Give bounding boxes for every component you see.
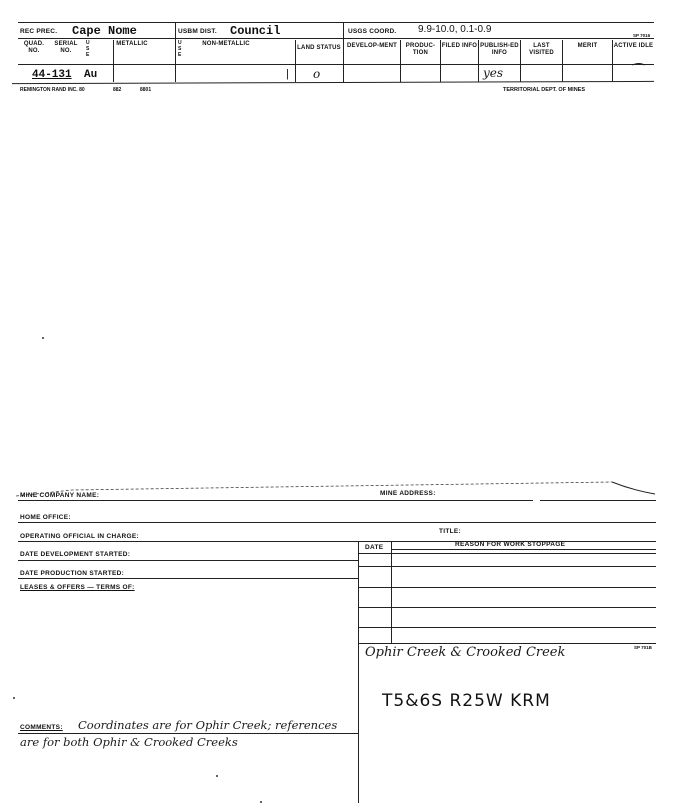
form-line bbox=[358, 607, 656, 608]
title-label: TITLE: bbox=[439, 528, 462, 535]
date-production-started-label: DATE PRODUCTION STARTED: bbox=[20, 570, 125, 577]
serial-number-value: 44-131 bbox=[32, 69, 72, 81]
speck bbox=[13, 697, 15, 699]
tick-mark: | bbox=[286, 68, 289, 80]
form-line bbox=[358, 553, 656, 554]
form-vertical-divider bbox=[358, 541, 359, 803]
reason-header: REASON FOR WORK STOPPAGE bbox=[455, 541, 566, 548]
metallic-value: Au bbox=[84, 69, 98, 81]
top-card-bottom-line bbox=[12, 81, 654, 84]
form-line bbox=[358, 627, 656, 628]
col-header-metallic: METALLIC bbox=[116, 41, 148, 47]
mine-company-name-label: MINE COMPANY NAME: bbox=[20, 492, 100, 499]
col-header-quad-no: QUAD. NO. bbox=[23, 41, 45, 54]
col-header-use: U S E bbox=[178, 40, 182, 58]
top-form-number: SP 7016 bbox=[633, 33, 651, 38]
published-info-value: yes bbox=[483, 66, 504, 80]
col-header-active-idle: ACTIVE IDLE bbox=[613, 43, 654, 49]
top-card-header-line bbox=[18, 38, 654, 39]
col-header-production: PRODUC-TION bbox=[405, 43, 436, 56]
comments-line-2: are for both Ophir & Crooked Creeks bbox=[20, 735, 238, 749]
top-footer-department: TERRITORIAL DEPT. OF MINES bbox=[503, 87, 585, 93]
usgs-coord-value: 9.9-10.0, 0.1-0.9 bbox=[418, 24, 492, 35]
home-office-label: HOME OFFICE: bbox=[20, 514, 71, 521]
form-line bbox=[18, 578, 358, 579]
col-header-serial-no: SERIAL NO. bbox=[54, 41, 78, 54]
col-header-development: DEVELOP-MENT bbox=[346, 43, 398, 49]
col-header-use: U S E bbox=[86, 40, 90, 58]
form-line bbox=[18, 560, 358, 561]
land-status-value: o bbox=[313, 67, 321, 81]
speck bbox=[216, 775, 218, 777]
col-header-filed-info: FILED INFO bbox=[441, 43, 478, 49]
creek-note: Ophir Creek & Crooked Creek bbox=[365, 645, 566, 660]
date-column-divider bbox=[391, 541, 392, 643]
comments-line-1: Coordinates are for Ophir Creek; references bbox=[78, 718, 338, 732]
top-card-divider bbox=[175, 22, 176, 82]
top-footer-maker: REMINGTON RAND INC. 80 bbox=[20, 87, 85, 93]
form-line bbox=[358, 566, 656, 567]
bottom-form-number: SP 701B bbox=[634, 645, 652, 650]
top-card-divider bbox=[343, 22, 344, 82]
comments-label: COMMENTS: bbox=[20, 724, 63, 731]
rec-prec-value: Cape Nome bbox=[72, 24, 137, 38]
speck bbox=[260, 801, 262, 803]
form-line bbox=[358, 643, 656, 644]
township-note: T5&6S R25W KRM bbox=[382, 691, 551, 711]
top-footer-code: 8801 bbox=[140, 87, 152, 93]
active-idle-value: ⁀ bbox=[630, 64, 642, 80]
form-line bbox=[540, 500, 656, 501]
form-line bbox=[18, 522, 656, 523]
rec-prec-label: REC PREC. bbox=[20, 28, 58, 35]
usbm-dist-label: USBM DIST. bbox=[178, 28, 217, 35]
col-header-published-info: PUBLISH-ED INFO bbox=[480, 43, 519, 56]
date-development-started-label: DATE DEVELOPMENT STARTED: bbox=[20, 551, 131, 558]
col-header-last-visited: LAST VISITED bbox=[529, 43, 554, 56]
usbm-dist-value: Council bbox=[230, 24, 281, 38]
form-line bbox=[358, 587, 656, 588]
form-line bbox=[18, 733, 358, 734]
speck bbox=[42, 337, 44, 339]
form-line bbox=[392, 549, 656, 550]
top-footer-code: 882 bbox=[113, 87, 122, 93]
col-header-non-metallic: NON-METALLIC bbox=[202, 41, 250, 47]
usgs-coord-label: USGS COORD. bbox=[348, 28, 397, 35]
col-header-land-status: LAND STATUS bbox=[297, 45, 341, 51]
card-top-edge bbox=[12, 476, 657, 498]
mine-address-label: MINE ADDRESS: bbox=[380, 490, 436, 497]
form-line bbox=[18, 500, 533, 501]
date-header: DATE bbox=[365, 544, 384, 551]
leases-offers-label: LEASES & OFFERS — TERMS OF: bbox=[20, 584, 135, 591]
top-card-top-line bbox=[18, 22, 654, 23]
operating-official-label: OPERATING OFFICIAL IN CHARGE: bbox=[20, 533, 139, 540]
col-header-merit: MERIT bbox=[577, 43, 598, 49]
